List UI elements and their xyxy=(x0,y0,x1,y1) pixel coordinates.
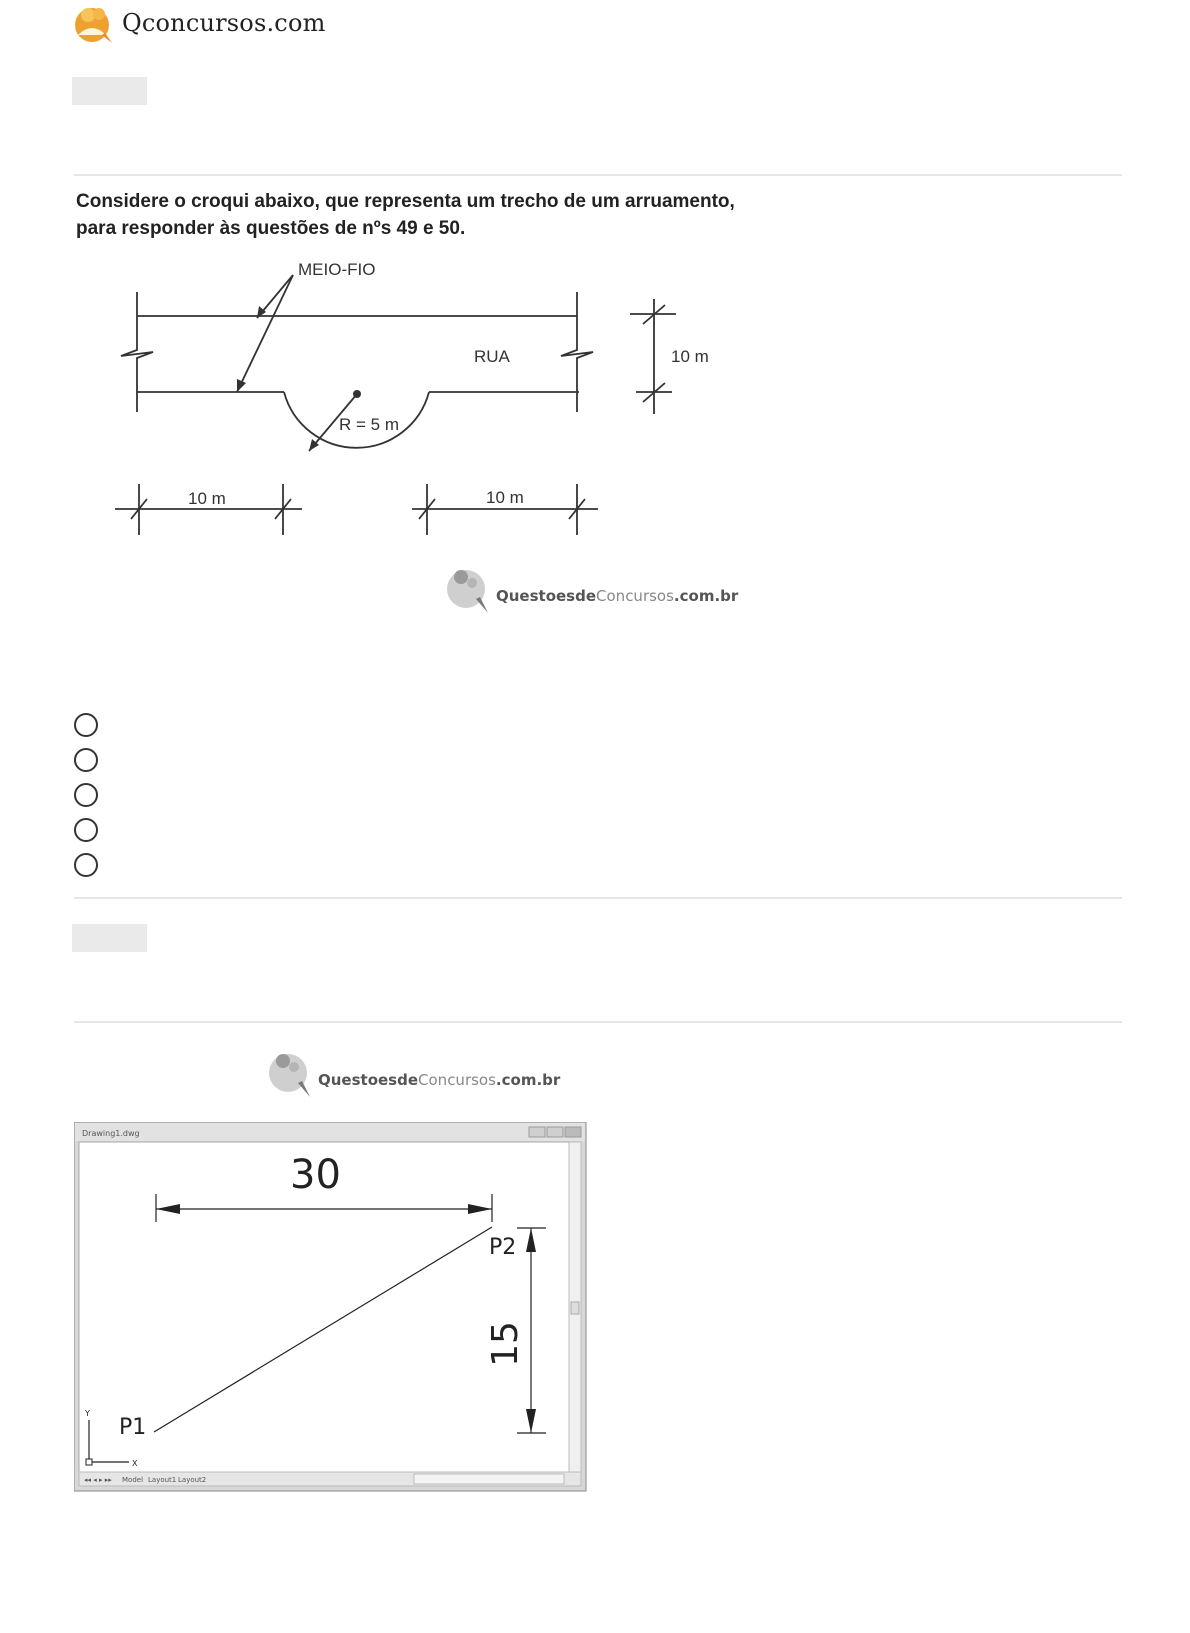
horizontal-scrollbar[interactable] xyxy=(414,1474,564,1484)
horizontal-dimension-value: 30 xyxy=(290,1152,341,1198)
question-number-badge xyxy=(72,924,147,952)
svg-text:QuestoesdeConcursos.com.br xyxy=(318,1071,561,1089)
cad-window-title: Drawing1.dwg xyxy=(82,1129,140,1138)
tab-layout1[interactable]: Layout1 xyxy=(148,1476,177,1484)
option-radio-b[interactable] xyxy=(74,748,98,772)
intro-line-1: Considere o croqui abaixo, que representa um trecho de um arruamento, xyxy=(76,191,735,212)
divider xyxy=(74,1021,1122,1023)
vertical-dimension-value: 15 xyxy=(485,1321,526,1367)
left-dimension-label: 10 m xyxy=(188,489,226,508)
street-sketch-figure xyxy=(0,0,1190,640)
watermark-part-1: Questoesde xyxy=(496,587,597,605)
option-radio-a[interactable] xyxy=(74,713,98,737)
point-p2-label: P2 xyxy=(489,1235,517,1260)
height-dimension-label: 10 m xyxy=(671,347,709,366)
svg-text:QuestoesdeConcursos.com.br xyxy=(496,587,739,605)
watermark-icon xyxy=(269,1054,310,1097)
intro-line-2: para responder às questões de nºs 49 e 50. xyxy=(76,218,466,239)
axis-y-label: Y xyxy=(85,1409,90,1418)
curb-label: MEIO-FIO xyxy=(298,260,376,279)
watermark-questoes-de-concursos xyxy=(262,1047,582,1099)
watermark-part-3: .com.br xyxy=(495,1071,561,1089)
option-radio-d[interactable] xyxy=(74,818,98,842)
window-controls[interactable] xyxy=(529,1127,581,1137)
street-label: RUA xyxy=(474,347,510,366)
option-radio-e[interactable] xyxy=(74,853,98,877)
watermark-part-2: Concursos xyxy=(418,1071,496,1089)
watermark-part-1: Questoesde xyxy=(318,1071,419,1089)
watermark-part-3: .com.br xyxy=(673,587,739,605)
watermark-icon xyxy=(447,570,488,613)
tab-model[interactable]: Model xyxy=(122,1476,144,1484)
cad-drawing-window xyxy=(74,1122,587,1492)
tab-layout2[interactable]: Layout2 xyxy=(178,1476,207,1484)
svg-text:◂◂ ◂ ▸ ▸▸: ◂◂ ◂ ▸ ▸▸ xyxy=(84,1476,112,1484)
watermark-questoes-de-concursos xyxy=(440,563,760,615)
radius-label: R = 5 m xyxy=(339,415,399,434)
option-radio-c[interactable] xyxy=(74,783,98,807)
point-p1-label: P1 xyxy=(119,1415,147,1440)
divider xyxy=(74,897,1122,899)
right-dimension-label: 10 m xyxy=(486,488,524,507)
axis-x-label: X xyxy=(132,1459,138,1468)
brand-name: Qconcursos.com xyxy=(122,9,326,37)
watermark-part-2: Concursos xyxy=(596,587,674,605)
